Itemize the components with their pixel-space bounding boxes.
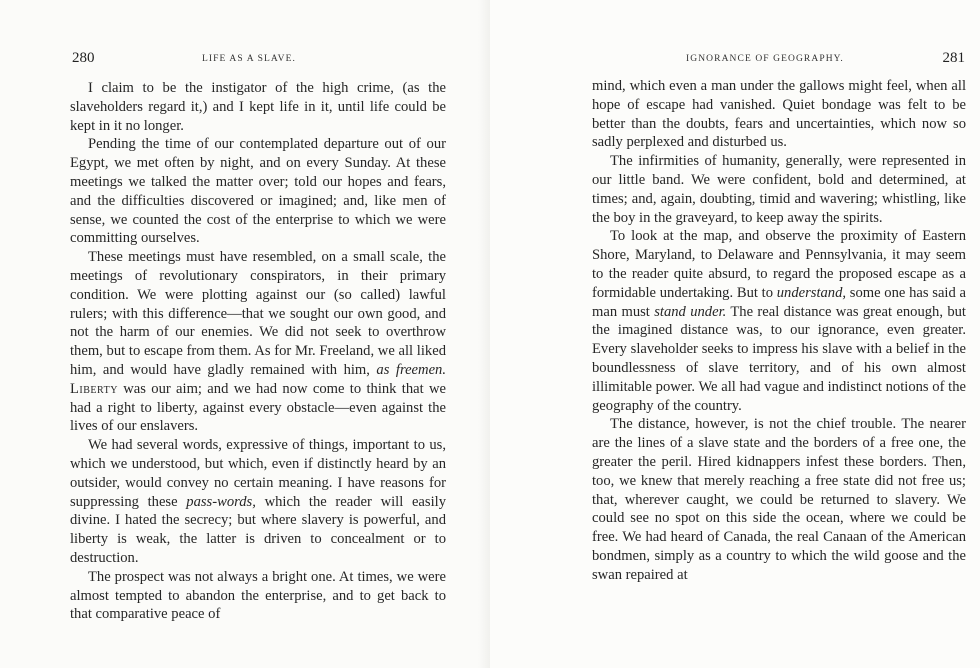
left-page-body: [70, 79, 446, 624]
left-page-header: [72, 50, 442, 70]
text-run: some one has said a man must: [592, 284, 966, 320]
text-run: was our aim; and we had now come to think that we had a right to liberty, against every obstacle—even against the lives of our enslavers.: [70, 380, 446, 435]
italic-text: stand under.: [654, 303, 727, 320]
text-run: mind, which even a man under the gallows might feel, when all hope of escape had vanished. Quiet bondage was felt to be better than the doubts, fears and uncertainties, which now so sadly perplexed and disturbed us.: [592, 78, 966, 151]
text-run: which the reader will easily divine. I hated the secrecy; but where slavery is powerful, and liberty is weak, the latter is driven to concealment or to destruction.: [70, 493, 446, 566]
left-page-number: 280: [72, 50, 95, 66]
text-run: These meetings must have resembled, on a small scale, the meetings of revolutionary conspirators, in their primary condition. We were plotting against our (so called) lawful rulers; with this difference—that we sought our own good, and not the harm of our enemies. We did not seek to overthrow them, but to escape from them. As for Mr. Freeland, we all liked him, and would have gladly remained with him,: [70, 249, 446, 378]
paragraph: [70, 135, 446, 248]
paragraph: [70, 568, 446, 624]
paragraph: [70, 248, 446, 436]
paragraph: [592, 152, 966, 227]
right-page-number: 281: [942, 50, 965, 66]
text-run: Pending the time of our contemplated departure out of our Egypt, we met often by night, and on every Sunday. At these meetings we talked the matter over; told our hopes and fears, and the difficulties discovered or imagined; and, like men of sense, we counted the cost of the enterprise to which we were committing ourselves.: [70, 136, 446, 247]
text-run: The real distance was great enough, but the imagined distance was, to our ignorance, even greater. Every slaveholder seeks to impress his slave with a belief in the boundlessness of slave territory, and of his own almost illimitable power. We all had vague and indistinct notions of the geography of the country.: [592, 303, 966, 414]
smallcaps-text: Liberty: [70, 380, 118, 397]
right-page-body: [592, 77, 966, 585]
text-run: To look at the map, and observe the proximity of Eastern Shore, Maryland, to Delaware and Pennsylvania, it may seem to the reader quite absurd, to regard the proposed escape as a formidable undertaking. But to: [592, 228, 966, 301]
paragraph: [592, 227, 966, 415]
text-run: The distance, however, is not the chief trouble. The nearer are the lines of a slave state and the borders of a free one, the greater the peril. Hired kidnappers infest these borders. Then, too, we knew that merely reaching a free state did not free us; that, wherever caught, we could be returned to slavery. We could see no spot on this side the ocean, where we could be free. We had heard of Canada, the real Canaan of the American bondmen, simply as a country to which the wild goose and the swan repaired at: [592, 416, 966, 583]
right-page-header: [593, 50, 965, 70]
text-run: The prospect was not always a bright one. At times, we were almost tempted to abandon the enterprise, and to get back to that comparative peace of: [70, 568, 446, 623]
left-running-head: LIFE AS A SLAVE.: [202, 54, 296, 64]
right-running-head: IGNORANCE OF GEOGRAPHY.: [686, 54, 844, 64]
text-run: The infirmities of humanity, generally, were represented in our little band. We were confident, bold and determined, at times; and, again, doubting, timid and wavering; whistling, like the boy in the graveyard, to keep away the spirits.: [592, 153, 966, 226]
paragraph: [70, 79, 446, 135]
right-page: [490, 0, 980, 668]
paragraph: [592, 77, 966, 152]
text-run: I claim to be the instigator of the high crime, (as the slaveholders regard it,) and I kept life in it, until life could be kept in it no longer.: [70, 80, 446, 134]
italic-text: understand,: [776, 284, 847, 301]
italic-text: as freemen.: [376, 361, 446, 378]
paragraph: [70, 436, 446, 568]
paragraph: [592, 415, 966, 584]
text-run: We had several words, expressive of things, important to us, which we understood, but which, even if distinctly heard by an outsider, would convey no certain meaning. I have reasons for suppressing these: [70, 437, 446, 510]
italic-text: pass-words,: [186, 493, 256, 510]
